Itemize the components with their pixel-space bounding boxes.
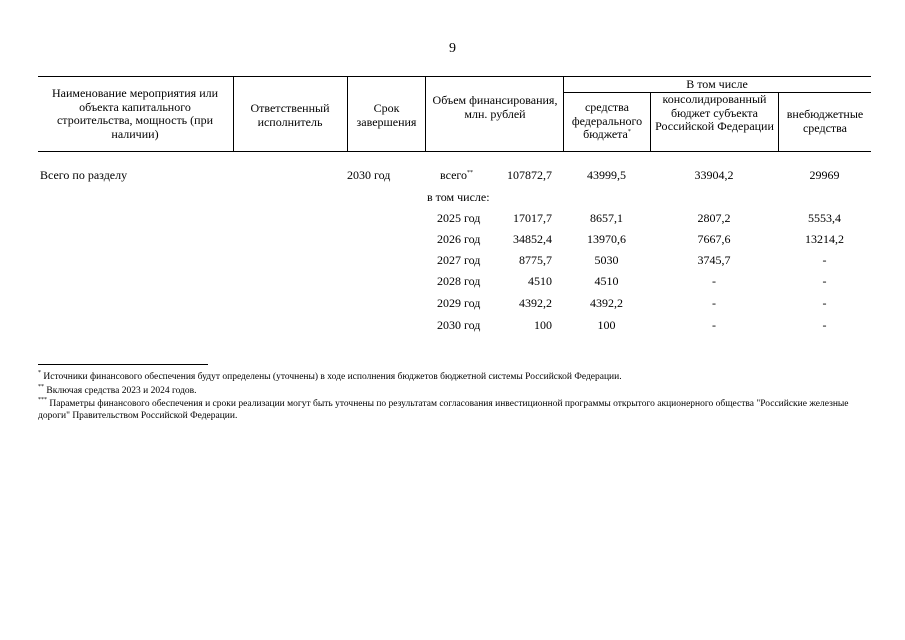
extra-cell: - xyxy=(822,318,827,332)
total-label: всего** xyxy=(440,168,474,182)
regional-cell: 2807,2 xyxy=(697,211,731,225)
year-cell: 2030 год xyxy=(437,318,481,332)
footnote-mark: * xyxy=(38,370,41,376)
federal-cell: 100 xyxy=(597,318,616,332)
page-number: 9 xyxy=(449,41,456,56)
extra-cell: - xyxy=(822,253,827,267)
extra-cell: 13214,2 xyxy=(805,232,844,246)
federal-cell: 13970,6 xyxy=(587,232,626,246)
total-regional: 33904,2 xyxy=(694,168,734,182)
column-divider xyxy=(425,76,426,151)
footnote-mark: * xyxy=(627,129,631,135)
regional-cell: - xyxy=(712,318,716,332)
extra-cell: 5553,4 xyxy=(808,211,841,225)
column-divider xyxy=(233,76,234,151)
extra-cell: - xyxy=(822,296,827,310)
footnote-2: ** Включая средства 2023 и 2024 годов. xyxy=(38,384,197,396)
total-volume: 107872,7 xyxy=(507,168,552,182)
year-cell: 2027 год xyxy=(437,253,481,267)
header-executor: Ответственный исполнитель xyxy=(250,101,330,129)
footnote-mark: *** xyxy=(38,397,47,403)
volume-cell: 17017,7 xyxy=(513,211,552,225)
year-cell: 2028 год xyxy=(437,274,481,288)
volume-cell: 100 xyxy=(534,318,552,332)
footnote-mark: ** xyxy=(467,170,474,176)
total-extra: 29969 xyxy=(809,168,840,182)
federal-cell: 8657,1 xyxy=(590,211,623,225)
header-extra: внебюджетные средства xyxy=(786,107,864,135)
federal-cell: 5030 xyxy=(594,253,619,267)
regional-cell: - xyxy=(712,274,716,288)
volume-cell: 8775,7 xyxy=(519,253,552,267)
header-volume: Объем финансирования, млн. рублей xyxy=(432,93,558,121)
extra-cell: - xyxy=(822,274,827,288)
column-divider xyxy=(778,92,779,151)
header-including: В том числе xyxy=(686,77,748,91)
federal-cell: 4392,2 xyxy=(590,296,623,310)
footnote-separator xyxy=(38,364,208,365)
volume-cell: 34852,4 xyxy=(513,232,552,246)
volume-cell: 4392,2 xyxy=(519,296,552,310)
header-federal: средства федерального бюджета* xyxy=(571,100,643,141)
column-divider xyxy=(347,76,348,151)
total-name: Всего по разделу xyxy=(40,168,128,182)
header-regional: консолидированный бюджет субъекта Российской Федерации xyxy=(655,92,774,133)
regional-cell: 3745,7 xyxy=(697,253,731,267)
federal-cell: 4510 xyxy=(594,274,619,288)
regional-cell: 7667,6 xyxy=(697,232,731,246)
volume-cell: 4510 xyxy=(528,274,552,288)
regional-cell: - xyxy=(712,296,716,310)
footnote-mark: ** xyxy=(38,384,44,390)
total-federal: 43999,5 xyxy=(587,168,626,182)
including-label: в том числе: xyxy=(427,190,490,204)
footnote-3: *** Параметры финансового обеспечения и сроки реализации могут быть уточнены по результатам согласования инвестиционной программы открытого акционерного общества "Российские железные дороги" Правительством Российской Федерации. xyxy=(38,397,849,421)
total-deadline: 2030 год xyxy=(347,168,391,182)
year-cell: 2025 год xyxy=(437,211,481,225)
header-bottom-rule xyxy=(38,151,871,152)
year-cell: 2029 год xyxy=(437,296,481,310)
column-divider xyxy=(650,92,651,151)
header-name: Наименование мероприятия или объекта капитального строительства, мощность (при наличии) xyxy=(51,86,219,141)
year-cell: 2026 год xyxy=(437,232,481,246)
footnote-1: * Источники финансового обеспечения будут определены (уточнены) в ходе исполнения бюджетов бюджетной системы Российской Федерации. xyxy=(38,370,622,382)
header-deadline: Срок завершения xyxy=(356,101,417,129)
